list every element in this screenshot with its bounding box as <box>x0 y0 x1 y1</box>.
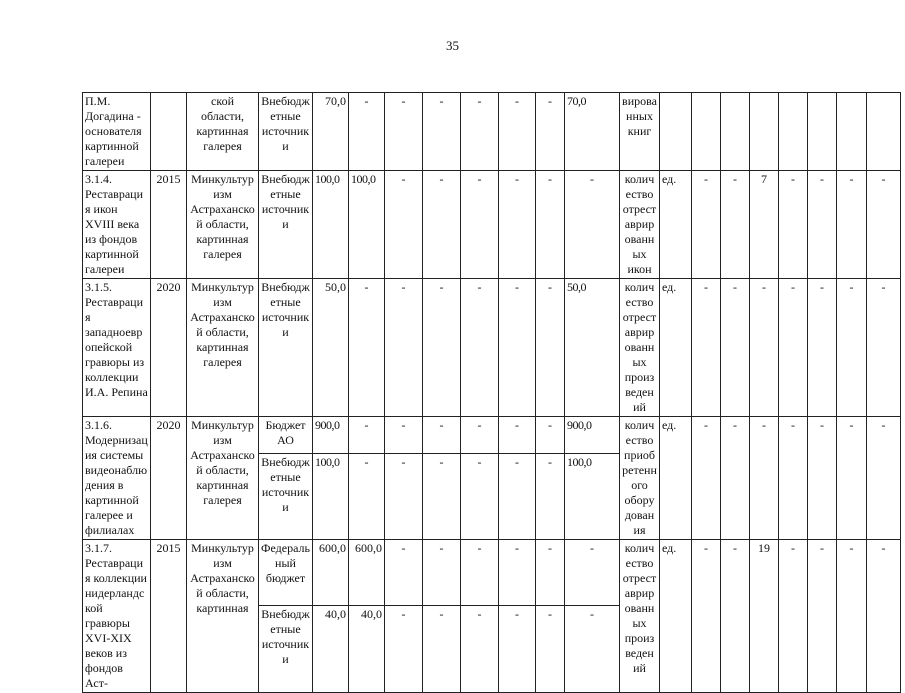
indicator-value-cell: - <box>808 171 837 279</box>
indicator-value-cell: - <box>750 417 779 540</box>
indicator-value-cell: - <box>837 540 867 693</box>
total-amount-cell: 40,0 <box>313 606 349 693</box>
indicator-value-cell <box>721 93 750 171</box>
executor-cell: Минкультуризм Астраханской области, картинная <box>187 540 259 693</box>
table-row <box>83 417 901 454</box>
indicator-value-cell: - <box>867 540 901 693</box>
year-amount-cell: - <box>499 540 536 606</box>
year-amount-cell: - <box>499 279 536 417</box>
year-amount-cell: - <box>423 93 461 171</box>
year-amount-cell: - <box>423 171 461 279</box>
indicator-value-cell: - <box>837 171 867 279</box>
year-amount-cell: - <box>565 606 620 693</box>
program-table <box>82 92 901 693</box>
year-amount-cell: - <box>423 417 461 454</box>
year-amount-cell: - <box>423 540 461 606</box>
activity-name-cell: 3.1.5. Реставрация западноевропейской гравюры из коллекции И.А. Репина <box>83 279 151 417</box>
indicator-value-cell: - <box>750 279 779 417</box>
year-amount-cell: - <box>349 417 385 454</box>
year-amount-cell: - <box>385 279 423 417</box>
year-amount-cell: - <box>499 417 536 454</box>
year-amount-cell: - <box>385 93 423 171</box>
funding-source-cell: Внебюджетные источники <box>259 171 313 279</box>
year-amount-cell: - <box>536 279 565 417</box>
year-amount-cell: - <box>385 171 423 279</box>
year-amount-cell: 100,0 <box>349 171 385 279</box>
indicator-cell: количество отреставрированных произведений <box>620 540 660 693</box>
year-amount-cell: - <box>461 606 499 693</box>
indicator-value-cell: - <box>692 171 721 279</box>
year-amount-cell: - <box>385 417 423 454</box>
indicator-cell: количество приобретенного оборудования <box>620 417 660 540</box>
year-amount-cell: - <box>461 417 499 454</box>
indicator-value-cell: - <box>779 171 808 279</box>
indicator-value-cell: - <box>692 279 721 417</box>
year-cell <box>151 93 187 171</box>
indicator-value-cell: - <box>808 540 837 693</box>
total-amount-cell: 50,0 <box>313 279 349 417</box>
year-cell: 2015 <box>151 540 187 693</box>
indicator-value-cell: - <box>721 417 750 540</box>
activity-name-cell: 3.1.6. Модернизация системы видеонаблюдения в картинной галерее и филиалах <box>83 417 151 540</box>
table-row <box>83 171 901 279</box>
year-amount-cell: - <box>499 171 536 279</box>
unit-cell: ед. <box>660 279 692 417</box>
total-amount-cell: 100,0 <box>313 171 349 279</box>
indicator-value-cell <box>779 93 808 171</box>
indicator-value-cell: - <box>779 540 808 693</box>
year-amount-cell: - <box>349 453 385 539</box>
indicator-value-cell: - <box>721 279 750 417</box>
activity-name-cell: 3.1.7. Реставрация коллекции нидерландской гравюры XVI-XIX веков из фондов Аст- <box>83 540 151 693</box>
year-amount-cell: 50,0 <box>565 279 620 417</box>
year-amount-cell: - <box>385 540 423 606</box>
unit-cell <box>660 93 692 171</box>
year-amount-cell: - <box>499 606 536 693</box>
table-row <box>83 540 901 606</box>
year-amount-cell: - <box>349 279 385 417</box>
year-amount-cell: - <box>536 606 565 693</box>
year-cell: 2015 <box>151 171 187 279</box>
indicator-value-cell: - <box>808 417 837 540</box>
indicator-value-cell: - <box>721 540 750 693</box>
year-amount-cell: - <box>385 606 423 693</box>
year-amount-cell: - <box>536 417 565 454</box>
indicator-value-cell: - <box>692 540 721 693</box>
indicator-value-cell <box>750 93 779 171</box>
funding-source-cell: Федеральный бюджет <box>259 540 313 606</box>
funding-source-cell: Внебюджетные источники <box>259 606 313 693</box>
indicator-value-cell <box>692 93 721 171</box>
year-cell: 2020 <box>151 417 187 540</box>
indicator-value-cell: 7 <box>750 171 779 279</box>
total-amount-cell: 70,0 <box>313 93 349 171</box>
unit-cell: ед. <box>660 540 692 693</box>
executor-cell: ской области, картинная галерея <box>187 93 259 171</box>
year-amount-cell: - <box>565 171 620 279</box>
indicator-value-cell: - <box>779 417 808 540</box>
table-row <box>83 279 901 417</box>
year-amount-cell: - <box>461 279 499 417</box>
year-amount-cell: - <box>349 93 385 171</box>
year-amount-cell: - <box>423 606 461 693</box>
year-amount-cell: 70,0 <box>565 93 620 171</box>
indicator-value-cell: - <box>837 417 867 540</box>
indicator-value-cell <box>867 93 901 171</box>
year-amount-cell: - <box>423 279 461 417</box>
year-amount-cell: - <box>385 453 423 539</box>
year-amount-cell: - <box>461 453 499 539</box>
indicator-value-cell: - <box>808 279 837 417</box>
total-amount-cell: 100,0 <box>313 453 349 539</box>
unit-cell: ед. <box>660 417 692 540</box>
executor-cell: Минкультуризм Астраханской области, картинная галерея <box>187 417 259 540</box>
year-amount-cell: - <box>461 171 499 279</box>
funding-source-cell: Внебюджетные источники <box>259 93 313 171</box>
activity-name-cell: 3.1.4. Реставрация икон XVIII века из фондов картинной галереи <box>83 171 151 279</box>
indicator-value-cell <box>837 93 867 171</box>
indicator-value-cell: - <box>721 171 750 279</box>
indicator-value-cell: - <box>779 279 808 417</box>
total-amount-cell: 900,0 <box>313 417 349 454</box>
indicator-cell: количество отреставрированных икон <box>620 171 660 279</box>
indicator-value-cell: - <box>867 171 901 279</box>
year-amount-cell: - <box>499 453 536 539</box>
year-amount-cell: - <box>536 93 565 171</box>
executor-cell: Минкультуризм Астраханской области, картинная галерея <box>187 279 259 417</box>
year-amount-cell: - <box>423 453 461 539</box>
year-amount-cell: - <box>461 540 499 606</box>
unit-cell: ед. <box>660 171 692 279</box>
year-amount-cell: - <box>499 93 536 171</box>
indicator-value-cell: - <box>867 417 901 540</box>
year-amount-cell: - <box>536 453 565 539</box>
funding-source-cell: Внебюджетные источники <box>259 453 313 539</box>
year-amount-cell: - <box>461 93 499 171</box>
year-cell: 2020 <box>151 279 187 417</box>
indicator-value-cell: - <box>837 279 867 417</box>
indicator-value-cell: - <box>867 279 901 417</box>
year-amount-cell: 900,0 <box>565 417 620 454</box>
indicator-value-cell: - <box>692 417 721 540</box>
year-amount-cell: 100,0 <box>565 453 620 539</box>
year-amount-cell: - <box>565 540 620 606</box>
indicator-value-cell: 19 <box>750 540 779 693</box>
indicator-cell: вированных книг <box>620 93 660 171</box>
funding-source-cell: Внебюджетные источники <box>259 279 313 417</box>
indicator-cell: количество отреставрированных произведений <box>620 279 660 417</box>
indicator-value-cell <box>808 93 837 171</box>
page-number: 35 <box>446 38 459 53</box>
funding-source-cell: Бюджет АО <box>259 417 313 454</box>
year-amount-cell: - <box>536 171 565 279</box>
total-amount-cell: 600,0 <box>313 540 349 606</box>
activity-name-cell: П.М. Догадина - основателя картинной галереи <box>83 93 151 171</box>
executor-cell: Минкультуризм Астраханской области, картинная галерея <box>187 171 259 279</box>
year-amount-cell: - <box>536 540 565 606</box>
year-amount-cell: 600,0 <box>349 540 385 606</box>
table-row <box>83 93 901 171</box>
year-amount-cell: 40,0 <box>349 606 385 693</box>
